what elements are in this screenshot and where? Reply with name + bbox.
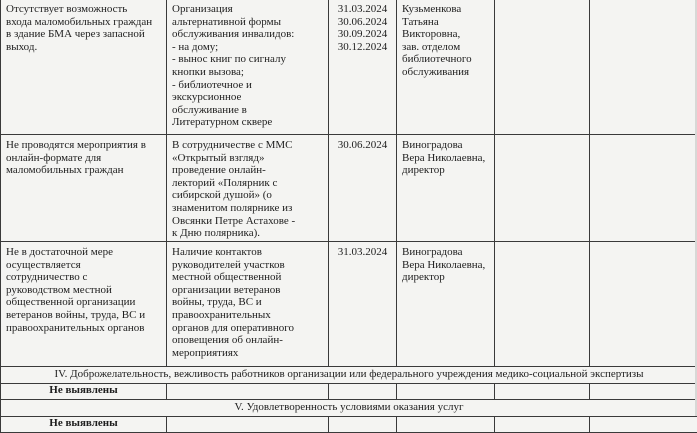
empty-cell xyxy=(495,384,590,400)
empty-cell xyxy=(495,417,590,433)
actual-date-cell xyxy=(590,242,697,367)
section-title: IV. Доброжелательность, вежливость работников организации или федерального учреждения медико-социальной экспертизы xyxy=(1,367,697,384)
result-cell xyxy=(495,242,590,367)
deadline-cell: 31.03.2024 xyxy=(329,242,397,367)
section-heading-row xyxy=(1,400,697,417)
empty-cell xyxy=(167,417,329,433)
responsible-cell: Кузьменкова Татьяна Викторовна, зав. отделом библиотечного обслуживания xyxy=(397,0,495,135)
not-found-cell: Не выявлены xyxy=(1,384,167,400)
result-cell xyxy=(495,0,590,135)
section-heading-row xyxy=(1,367,697,384)
deadline-cell: 30.06.2024 xyxy=(329,135,397,242)
empty-cell xyxy=(329,417,397,433)
not-found-cell: Не выявлены xyxy=(1,417,167,433)
table-row xyxy=(1,384,697,400)
section-title: V. Удовлетворенность условиями оказания услуг xyxy=(1,400,697,417)
problem-cell: Отсутствует возможность входа маломобильных граждан в здание БМА через запасной выход. xyxy=(1,0,167,135)
empty-cell xyxy=(167,384,329,400)
empty-cell xyxy=(397,417,495,433)
deadline-cell: 31.03.2024 30.06.2024 30.09.2024 30.12.2024 xyxy=(329,0,397,135)
empty-cell xyxy=(329,384,397,400)
table-row xyxy=(1,0,697,135)
table-row xyxy=(1,135,697,242)
table-row xyxy=(1,242,697,367)
measure-cell: Наличие контактов руководителей участков местной общественной организации ветеранов войны, труда, ВС и правоохранительных органов для оперативного оповещения об онлайн- мероприятиях xyxy=(167,242,329,367)
problem-cell: Не в достаточной мере осуществляется сотрудничество с руководством местной общественной организации ветеранов войны, труда, ВС и правоохранительных органов xyxy=(1,242,167,367)
empty-cell xyxy=(590,417,697,433)
responsible-cell: Виноградова Вера Николаевна, директор xyxy=(397,135,495,242)
empty-cell xyxy=(590,384,697,400)
actual-date-cell xyxy=(590,0,697,135)
empty-cell xyxy=(397,384,495,400)
problem-cell: Не проводятся мероприятия в онлайн-формате для маломобильных граждан xyxy=(1,135,167,242)
responsible-cell: Виноградова Вера Николаевна, директор xyxy=(397,242,495,367)
table-row xyxy=(1,417,697,433)
measure-cell: В сотрудничестве с ММС «Открытый взгляд» проведение онлайн- лекторий «Полярник с сибирской душой» (о знаменитом полярнике из Овсянки Петре Астахове - к Дню полярника). xyxy=(167,135,329,242)
measure-cell: Организация альтернативной формы обслуживания инвалидов: - на дому; - вынос книг по сигналу кнопки вызова; - библиотечное и экскурсионное обслуживание в Литературном сквере xyxy=(167,0,329,135)
actual-date-cell xyxy=(590,135,697,242)
result-cell xyxy=(495,135,590,242)
